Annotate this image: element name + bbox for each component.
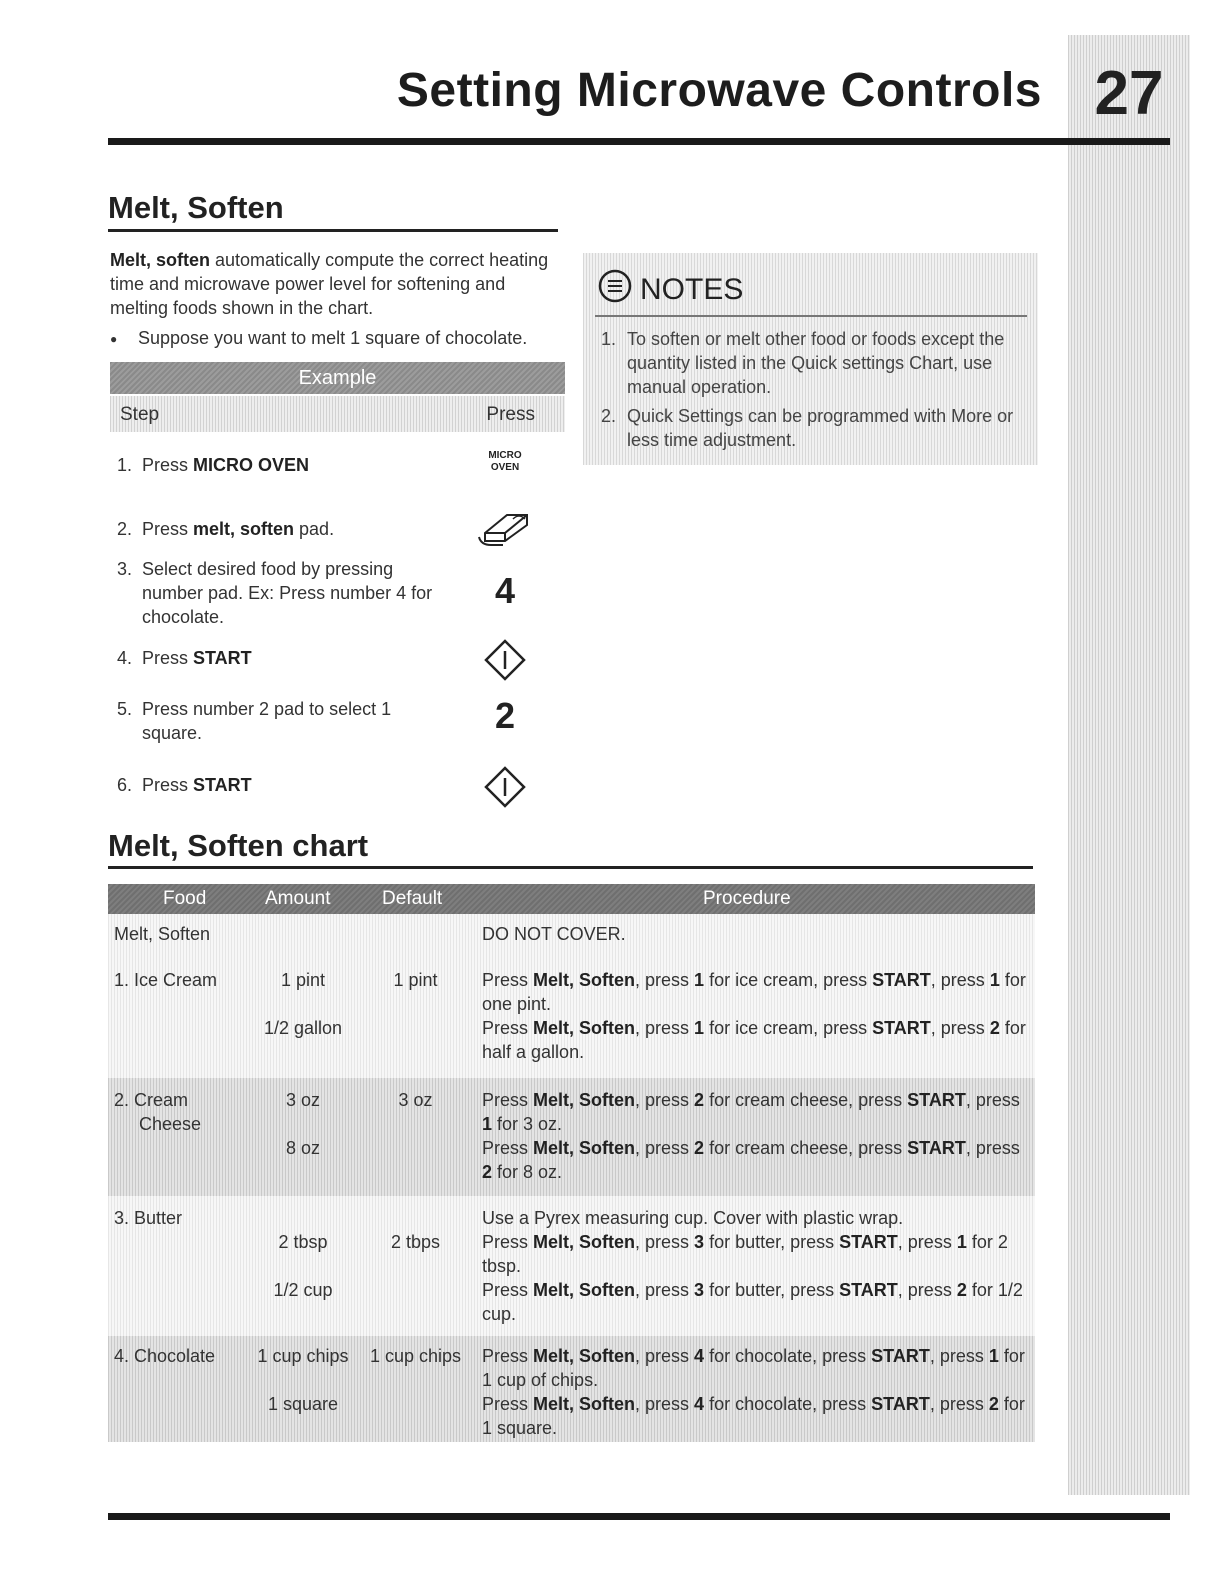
cell-procedure: Press Melt, Soften, press 2 for cream cheese, press START, press 2 for 8 oz. (482, 1138, 1020, 1182)
cell-procedure: Use a Pyrex measuring cup. Cover with plastic wrap. (482, 1208, 904, 1228)
cell-food: 3. Butter (114, 1208, 183, 1228)
cell-amount: 3 oz (285, 1090, 321, 1110)
press-column-label: Press (486, 404, 535, 425)
cell-procedure: Press Melt, Soften, press 1 for ice cream, press START, press 1 for one pint. (482, 970, 1026, 1014)
cell-procedure: Press Melt, Soften, press 4 for chocolate, press START, press 2 for 1 square. (482, 1394, 1025, 1438)
cell-procedure: Press Melt, Soften, press 3 for butter, press START, press 1 for 2 tbsp. (482, 1232, 1008, 1276)
note-item: 1. To soften or melt other food or foods except the quantity listed in the Quick settings Chart, use manual operation. (601, 329, 1005, 397)
cell-food: 2. Cream Cheese (114, 1090, 202, 1134)
step-text: Press START (142, 775, 252, 795)
section-rule (108, 229, 558, 232)
example-header: Example (110, 362, 565, 394)
cell-food: 4. Chocolate (114, 1346, 216, 1366)
cell-amount: 1 pint (280, 970, 326, 990)
section-title-chart: Melt, Soften chart (108, 828, 369, 863)
cell-procedure: Press Melt, Soften, press 4 for chocolate, press START, press 1 for 1 cup of chips. (482, 1346, 1025, 1390)
col-food: Food (163, 888, 207, 909)
intro-lead: Melt, soften (110, 250, 211, 270)
table-row (108, 958, 1035, 1078)
table-row (108, 914, 1035, 958)
example-step (117, 697, 447, 745)
intro-paragraph (110, 248, 565, 320)
note-item: 2. Quick Settings can be programmed with More or less time adjustment. (601, 406, 1014, 450)
section-title-melt-soften: Melt, Soften (108, 190, 284, 225)
side-band (1068, 35, 1190, 1495)
step-column-label: Step (120, 404, 160, 425)
col-amount: Amount (265, 888, 331, 909)
example-column-header (110, 396, 565, 432)
table-header (108, 884, 1035, 914)
bullet-dot: ● (110, 332, 118, 347)
step-number: 6. (117, 775, 133, 795)
step-text: Press melt, soften pad. (142, 519, 335, 539)
cell-default: 1 cup chips (369, 1346, 462, 1366)
notes-title: NOTES (598, 269, 743, 311)
cell-default: 2 tbps (390, 1232, 441, 1252)
example-step (117, 453, 447, 477)
step-number: 1. (117, 455, 133, 475)
cell-procedure: DO NOT COVER. (482, 924, 626, 944)
micro-oven-key: MICRO OVEN (488, 450, 522, 473)
cell-procedure: Press Melt, Soften, press 3 for butter, press START, press 2 for 1/2 cup. (482, 1280, 1023, 1324)
start-icon (475, 638, 535, 682)
intro-text: automatically compute the correct heating time and microwave power level for softening and melting foods shown in the chart. (110, 250, 549, 318)
cell-amount: 1 square (267, 1394, 339, 1414)
step-number: 2. (117, 519, 133, 539)
page-number: 27 (1094, 59, 1164, 128)
bullet-text: Suppose you want to melt 1 square of chocolate. (138, 328, 528, 348)
step-text: Select desired food by pressing number pad. Ex: Press number 4 for chocolate. (142, 559, 433, 627)
step-text: Press MICRO OVEN (142, 455, 310, 475)
example-step (117, 557, 447, 629)
cell-procedure: Press Melt, Soften, press 2 for cream cheese, press START, press 1 for 3 oz. (482, 1090, 1020, 1134)
notes-rule (595, 315, 1027, 317)
cell-amount: 1 cup chips (257, 1346, 349, 1366)
example-step (117, 517, 447, 541)
butter-pad-icon (475, 505, 535, 547)
notes-icon (598, 269, 632, 311)
start-icon (475, 765, 535, 809)
page-title: Setting Microwave Controls (396, 64, 1042, 117)
step-number: 4. (117, 648, 133, 668)
step-number: 3. (117, 559, 133, 579)
example-step (117, 773, 447, 797)
table-body (108, 914, 1035, 1442)
step-text: Press START (142, 648, 252, 668)
step-number: 5. (117, 699, 133, 719)
cell-food: 1. Ice Cream (114, 970, 218, 990)
cell-amount: 2 tbsp (278, 1232, 328, 1252)
melt-soften-table (108, 884, 1035, 1442)
col-default: Default (382, 888, 443, 909)
bottom-rule (108, 1513, 1170, 1520)
top-rule (108, 138, 1170, 145)
cell-procedure: Press Melt, Soften, press 1 for ice cream, press START, press 2 for half a gallon. (482, 1018, 1026, 1062)
notes-box (583, 253, 1038, 465)
cell-default: 3 oz (398, 1090, 433, 1110)
table-row (108, 1196, 1035, 1336)
step-text: Press number 2 pad to select 1 square. (142, 699, 392, 743)
number-key-4: 4 (494, 570, 516, 611)
cell-amount: 1/2 gallon (263, 1018, 343, 1038)
bullet-item (110, 328, 565, 349)
table-row (108, 1078, 1035, 1196)
section-rule (108, 866, 1033, 869)
cell-amount: 1/2 cup (273, 1280, 333, 1300)
cell-amount: 8 oz (285, 1138, 321, 1158)
col-procedure: Procedure (703, 888, 791, 909)
number-key-2: 2 (494, 695, 516, 736)
cell-default: 1 pint (393, 970, 438, 990)
cell-food: Melt, Soften (114, 924, 211, 944)
example-step (117, 646, 447, 670)
table-row (108, 1336, 1035, 1442)
